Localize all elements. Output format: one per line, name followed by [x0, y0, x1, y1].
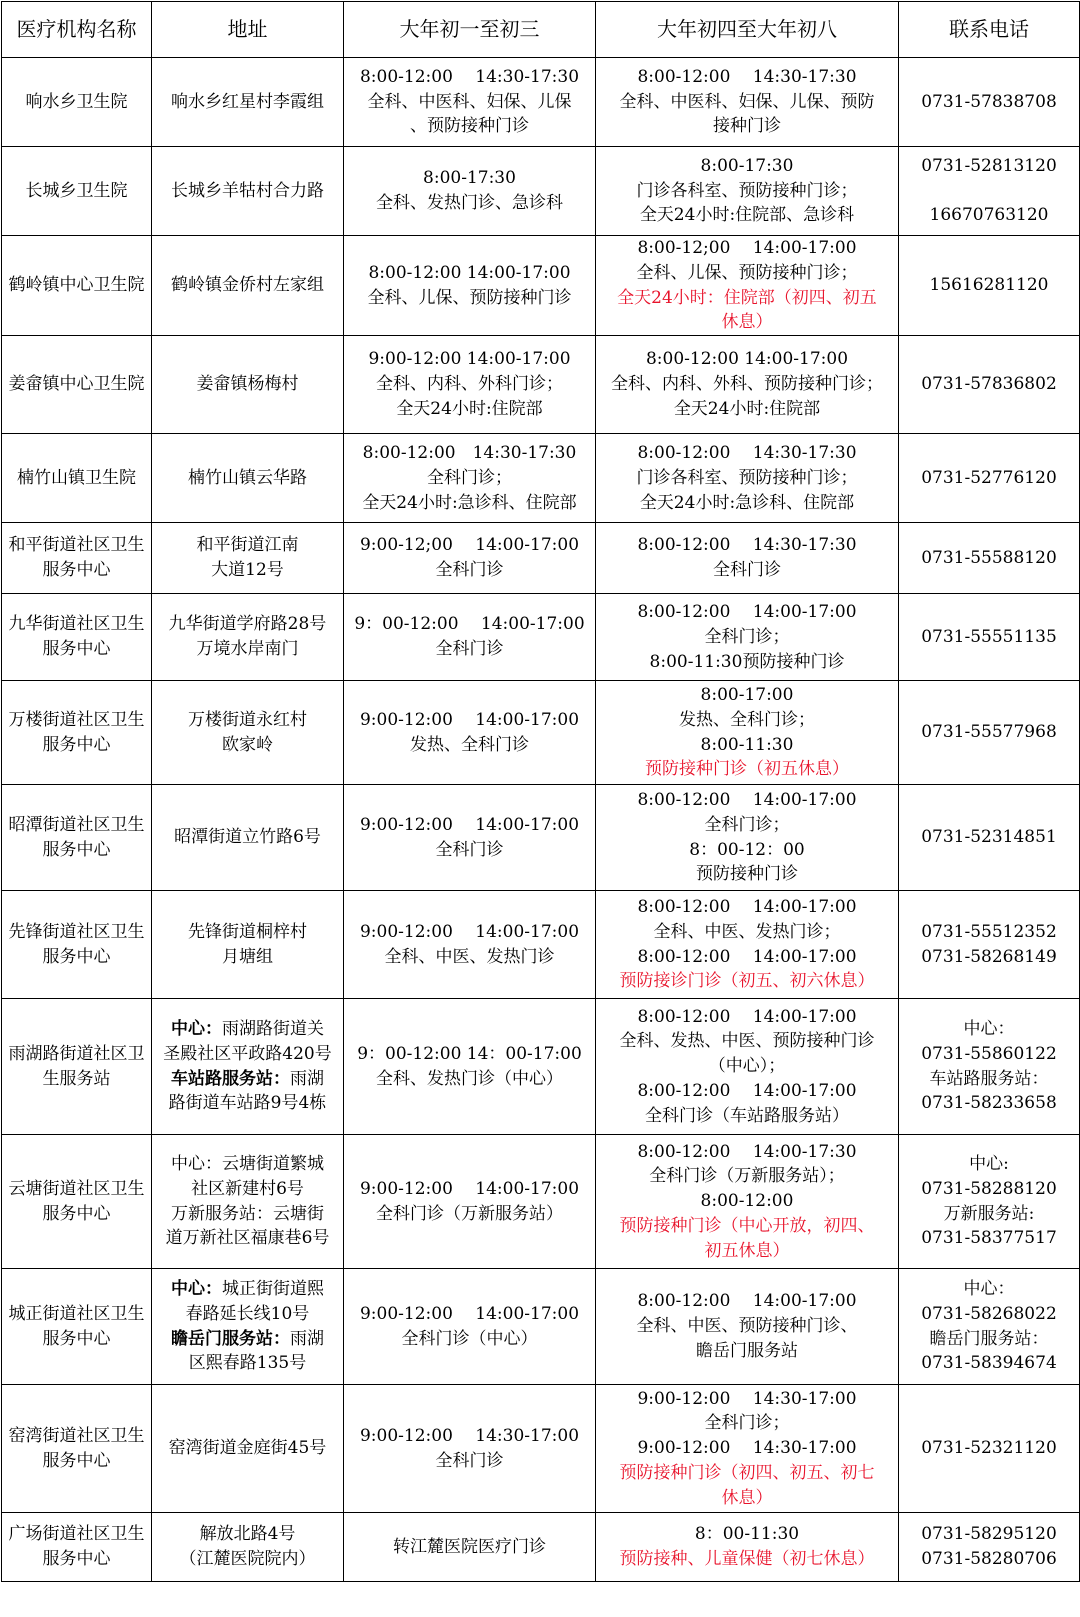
period-1-3-line: 全科门诊	[435, 1450, 504, 1471]
address-line: 万楼街道永红村	[188, 709, 307, 730]
phone-cell	[899, 999, 1080, 1135]
period-1-3-line: 全科门诊	[435, 639, 504, 660]
period-4-8-line: 8:00-12:00 14:00-17:00	[637, 790, 857, 811]
period-4-8-line: 9:00-12:00 14:30-17:00	[637, 1438, 857, 1459]
address-cell	[152, 336, 344, 434]
period-1-3-line: 9：00-12:00 14：00-17:00	[357, 1043, 582, 1064]
institution-name: 姜畲镇中心卫生院	[2, 336, 152, 434]
phone-cell	[899, 523, 1080, 594]
address-line-text: 城正街街道熙	[222, 1279, 324, 1300]
period-4-8-line: 8:00-17:00	[700, 685, 794, 706]
period-1-3-line: 9:00-12;00 14:00-17:00	[359, 535, 580, 556]
period-4-8-line: 全科、儿保、预防接种门诊；	[636, 262, 858, 283]
phone-line: 16670763120	[929, 205, 1049, 226]
address-cell	[152, 58, 344, 147]
period-1-3-line: 9:00-12:00 14:30-17:00	[359, 1425, 580, 1446]
period-4-8-line: 全科、中医、发热门诊；	[653, 921, 841, 942]
period-4-8-line: 8:00-12:00 14:00-17:00	[637, 897, 857, 918]
phone-line: 0731-52776120	[921, 467, 1057, 488]
address-line-label: 中心：	[171, 1279, 222, 1300]
period-4-8-line: 瞻岳门服务站	[696, 1341, 798, 1362]
period-1-3-cell	[344, 785, 596, 891]
table-row	[2, 785, 1080, 891]
address-cell	[152, 1513, 344, 1582]
period-1-3-cell	[344, 1135, 596, 1269]
address-cell	[152, 434, 344, 523]
institution-name: 城正街道社区卫生服务中心	[2, 1269, 152, 1385]
phone-line: 中心：	[963, 1279, 1015, 1300]
period-1-3-line: 全科、内科、外科门诊；	[376, 374, 563, 395]
address-line: 万境水岸南门	[196, 639, 299, 660]
period-4-8-line: 8:00-12;00 14:00-17:00	[637, 238, 857, 258]
phone-cell	[899, 1135, 1080, 1269]
period-4-8-line: 全科、中医、预防接种门诊、	[636, 1316, 858, 1337]
institution-name: 雨湖路街道社区卫生服务站	[2, 999, 152, 1135]
header-address: 地址	[152, 2, 344, 58]
period-1-3-line: 9:00-12:00 14:00-17:00	[359, 709, 580, 730]
period-4-8-line: 全天24小时:住院部	[673, 399, 821, 420]
address-cell	[152, 891, 344, 999]
address-cell	[152, 681, 344, 785]
phone-line: 车站路服务站：	[929, 1068, 1049, 1089]
address-cell	[152, 236, 344, 336]
address-line-label: 车站路服务站：	[171, 1068, 290, 1089]
institution-name: 响水乡卫生院	[2, 58, 152, 147]
period-4-8-line: 8：00-12：00	[689, 839, 805, 860]
period-1-3-cell	[344, 594, 596, 681]
address-line: 道万新社区福康巷6号	[165, 1228, 330, 1249]
phone-cell	[899, 1385, 1080, 1513]
period-4-8-line: 预防接诊门诊（初五、初六休息）	[619, 971, 875, 992]
phone-line	[902, 179, 1076, 204]
address-line: 春路延长线10号	[185, 1303, 310, 1324]
address-line: 姜畲镇杨梅村	[196, 374, 299, 395]
table-row	[2, 1385, 1080, 1513]
period-4-8-line: 发热、全科门诊；	[679, 709, 815, 730]
address-cell	[152, 1135, 344, 1269]
address-line: 和平街道江南	[196, 535, 299, 556]
phone-cell	[899, 681, 1080, 785]
period-1-3-line: 9:00-12:00 14:00-17:00	[368, 349, 571, 370]
address-cell	[152, 1385, 344, 1513]
period-4-8-line: 全天24小时:急诊科、住院部	[639, 492, 855, 513]
phone-line: 瞻岳门服务站：	[929, 1328, 1049, 1349]
period-1-3-line: 全科、发热门诊（中心）	[376, 1068, 563, 1089]
institution-name: 鹤岭镇中心卫生院	[2, 236, 152, 336]
period-1-3-line: 8:00-17:30	[423, 168, 516, 189]
institution-name: 楠竹山镇卫生院	[2, 434, 152, 523]
period-4-8-line: 初五休息）	[704, 1240, 790, 1261]
address-cell	[152, 147, 344, 236]
period-1-3-line: 转江麓医院医疗门诊	[393, 1536, 546, 1557]
period-4-8-cell	[596, 1513, 899, 1582]
period-1-3-line: 9:00-12:00 14:00-17:00	[359, 1303, 580, 1324]
period-4-8-cell	[596, 1269, 899, 1385]
table-row	[2, 594, 1080, 681]
period-4-8-line: 全天24小时:住院部、急诊科	[639, 205, 855, 226]
period-4-8-cell	[596, 147, 899, 236]
table-row	[2, 336, 1080, 434]
period-4-8-line: 全科门诊；	[704, 626, 790, 647]
phone-cell	[899, 1269, 1080, 1385]
phone-line: 0731-58288120	[921, 1178, 1057, 1199]
period-4-8-line: 8:00-11:30	[700, 734, 794, 755]
period-1-3-line: 全科门诊	[435, 560, 504, 581]
period-1-3-line: 发热、全科门诊	[410, 734, 529, 755]
period-1-3-line: 全科、发热门诊、急诊科	[376, 193, 563, 213]
phone-line: 0731-57836802	[921, 374, 1057, 395]
phone-cell	[899, 785, 1080, 891]
address-line: 路街道车站路9号4栋	[168, 1093, 327, 1114]
phone-line: 0731-58268149	[921, 946, 1057, 967]
period-4-8-line: 预防接种门诊（初五休息）	[645, 759, 849, 780]
table-row	[2, 1513, 1080, 1582]
period-4-8-line: 预防接种门诊（中心开放，初四、	[619, 1216, 875, 1237]
period-4-8-line: 8:00-12:00 14:00-17:30	[637, 1141, 857, 1162]
clinic-schedule-table	[1, 1, 1080, 1582]
address-line: （江麓医院院内）	[179, 1549, 316, 1570]
address-cell	[152, 594, 344, 681]
period-1-3-line: 8:00-12:00 14:00-17:00	[368, 262, 571, 283]
period-4-8-line: 8:00-11:30预防接种门诊	[649, 651, 845, 672]
period-1-3-cell	[344, 681, 596, 785]
phone-cell	[899, 236, 1080, 336]
header-period-4-8: 大年初四至大年初八	[596, 2, 899, 58]
period-4-8-line: 门诊各科室、预防接种门诊；	[636, 180, 858, 201]
address-line: 长城乡羊牯村合力路	[171, 180, 324, 201]
period-4-8-line: 8:00-12:00 14:00-17:00	[637, 1291, 857, 1312]
period-1-3-line: 9:00-12:00 14:00-17:00	[359, 814, 580, 835]
period-1-3-cell	[344, 236, 596, 336]
period-4-8-line: 休息）	[721, 1487, 773, 1508]
period-4-8-cell	[596, 236, 899, 336]
period-1-3-cell	[344, 336, 596, 434]
table-row	[2, 681, 1080, 785]
period-4-8-cell	[596, 891, 899, 999]
institution-name: 广场街道社区卫生服务中心	[2, 1513, 152, 1582]
period-4-8-line: 8:00-17:30	[700, 155, 794, 176]
address-line: 窑湾街道金庭街45号	[168, 1438, 327, 1459]
period-4-8-line: 全科门诊；	[704, 814, 790, 835]
institution-name: 先锋街道社区卫生服务中心	[2, 891, 152, 999]
institution-name: 和平街道社区卫生服务中心	[2, 523, 152, 594]
phone-line: 中心:	[969, 1154, 1009, 1175]
phone-line: 0731-58295120	[921, 1524, 1057, 1545]
period-1-3-cell	[344, 1385, 596, 1513]
address-line: 解放北路4号	[199, 1524, 296, 1545]
address-line-label: 中心：	[171, 1019, 222, 1040]
phone-line: 0731-55512352	[921, 921, 1057, 942]
period-4-8-line: 全科、发热、中医、预防接种门诊	[619, 1031, 875, 1052]
address-cell	[152, 1269, 344, 1385]
table-row	[2, 523, 1080, 594]
table-row	[2, 891, 1080, 999]
period-4-8-line: 门诊各科室、预防接种门诊；	[636, 467, 858, 488]
address-line: 先锋街道桐梓村	[188, 921, 307, 942]
phone-cell	[899, 594, 1080, 681]
address-line: 区熙春路135号	[188, 1353, 307, 1374]
phone-line: 0731-55860122	[921, 1043, 1057, 1064]
period-1-3-line: 全科、中医、发热门诊	[384, 946, 555, 967]
header-phone: 联系电话	[899, 2, 1080, 58]
phone-line: 0731-58233658	[921, 1093, 1057, 1114]
period-4-8-cell	[596, 336, 899, 434]
address-cell	[152, 785, 344, 891]
period-4-8-line: 8:00-12:00 14:00-17:00	[637, 946, 857, 967]
address-line: 昭潭街道立竹路6号	[174, 827, 321, 848]
period-4-8-line: 8:00-12:00 14:00-17:00	[637, 1006, 857, 1027]
period-4-8-line: 全科、中医科、妇保、儿保、预防	[619, 91, 875, 112]
phone-line: 0731-58394674	[921, 1353, 1057, 1374]
phone-line: 0731-58377517	[921, 1228, 1057, 1249]
phone-cell	[899, 336, 1080, 434]
period-4-8-line: 预防接种、儿童保健（初七休息）	[619, 1549, 875, 1570]
period-4-8-cell	[596, 785, 899, 891]
period-4-8-line: 接种门诊	[713, 116, 781, 137]
phone-line: 0731-55588120	[921, 547, 1057, 568]
phone-cell	[899, 891, 1080, 999]
period-4-8-cell	[596, 523, 899, 594]
address-line	[155, 1067, 340, 1092]
period-1-3-line: 9:00-12:00 14:00-17:00	[359, 1178, 580, 1199]
period-4-8-line: 8:00-12:00 14:00-17:00	[637, 1081, 857, 1102]
period-1-3-line: 全科门诊（万新服务站）	[376, 1203, 563, 1224]
period-4-8-cell	[596, 1385, 899, 1513]
period-1-3-line: 8:00-12:00 14:30-17:30	[362, 442, 577, 463]
address-line-text: 雨湖路街道关	[222, 1019, 324, 1040]
period-4-8-line: 全科、内科、外科、预防接种门诊；	[611, 374, 883, 395]
phone-line: 万新服务站:	[943, 1203, 1035, 1224]
period-4-8-line: 预防接种门诊	[696, 864, 798, 885]
address-line: 中心：云塘街道繁城	[171, 1154, 324, 1175]
phone-cell	[899, 147, 1080, 236]
period-1-3-cell	[344, 434, 596, 523]
period-4-8-line: 8:00-12:00 14:00-17:00	[637, 601, 857, 622]
institution-name: 九华街道社区卫生服务中心	[2, 594, 152, 681]
period-1-3-cell	[344, 1513, 596, 1582]
period-1-3-cell	[344, 523, 596, 594]
address-line: 楠竹山镇云华路	[188, 467, 307, 488]
period-4-8-line: 8:00-12:00 14:30-17:30	[637, 66, 857, 87]
period-4-8-line: （中心）；	[708, 1056, 786, 1077]
address-line: 鹤岭镇金侨村左家组	[171, 275, 324, 296]
period-1-3-line: 全天24小时:急诊科、住院部	[362, 492, 577, 513]
institution-name: 长城乡卫生院	[2, 147, 152, 236]
table-row	[2, 1269, 1080, 1385]
period-1-3-cell	[344, 58, 596, 147]
period-1-3-line: 全科、儿保、预防接种门诊	[367, 287, 572, 308]
period-1-3-line: 全科门诊	[435, 839, 504, 860]
institution-name: 昭潭街道社区卫生服务中心	[2, 785, 152, 891]
period-1-3-line: 全天24小时:住院部	[396, 399, 543, 420]
period-4-8-line: 8：00-11:30	[694, 1524, 800, 1545]
phone-cell	[899, 58, 1080, 147]
period-1-3-cell	[344, 147, 596, 236]
period-1-3-cell	[344, 999, 596, 1135]
period-1-3-line: 9：00-12:00 14:00-17:00	[354, 614, 585, 635]
period-1-3-cell	[344, 891, 596, 999]
period-4-8-line: 预防接种门诊（初四、初五、初七	[619, 1463, 875, 1484]
period-4-8-line: 8:00-12:00 14:00-17:00	[645, 349, 849, 370]
address-line	[155, 1277, 340, 1302]
phone-line: 0731-58268022	[921, 1303, 1057, 1324]
institution-name: 窑湾街道社区卫生服务中心	[2, 1385, 152, 1513]
period-1-3-line: 9:00-12:00 14:00-17:00	[359, 921, 580, 942]
period-4-8-line: 全科门诊；	[704, 1413, 790, 1434]
address-line: 圣殿社区平政路420号	[163, 1043, 332, 1064]
address-line: 九华街道学府路28号	[168, 614, 327, 635]
phone-cell	[899, 1513, 1080, 1582]
period-4-8-line: 8:00-12:00 14:30-17:30	[637, 535, 857, 556]
table-row	[2, 434, 1080, 523]
address-line: 万新服务站：云塘街	[171, 1203, 324, 1224]
address-line	[155, 1017, 340, 1042]
period-4-8-line: 8:00-12:00	[700, 1191, 794, 1212]
period-4-8-line: 全科门诊	[713, 560, 781, 581]
header-institution-name: 医疗机构名称	[2, 2, 152, 58]
period-4-8-line: 9:00-12:00 14:30-17:00	[637, 1388, 857, 1409]
phone-line: 15616281120	[929, 275, 1049, 296]
phone-line: 0731-52321120	[921, 1438, 1057, 1459]
address-cell	[152, 999, 344, 1135]
institution-name: 万楼街道社区卫生服务中心	[2, 681, 152, 785]
address-line-text: 雨湖	[290, 1328, 324, 1349]
period-1-3-line: 全科门诊；	[427, 467, 512, 488]
period-4-8-line: 8:00-12:00 14:30-17:30	[637, 442, 857, 463]
period-4-8-cell	[596, 999, 899, 1135]
table-row	[2, 999, 1080, 1135]
address-line-text: 雨湖	[290, 1068, 324, 1089]
address-line	[155, 1327, 340, 1352]
phone-cell	[899, 434, 1080, 523]
period-4-8-line: 全科门诊（车站路服务站）	[645, 1105, 849, 1126]
phone-line: 0731-58280706	[921, 1549, 1057, 1570]
address-line: 社区新建村6号	[191, 1178, 304, 1199]
period-4-8-line: 全科门诊（万新服务站）；	[649, 1166, 845, 1187]
phone-line: 0731-57838708	[921, 91, 1057, 112]
period-1-3-line: 全科门诊（中心）	[401, 1328, 538, 1349]
period-4-8-cell	[596, 434, 899, 523]
period-4-8-line: 全天24小时：住院部（初四、初五	[617, 287, 877, 308]
period-4-8-cell	[596, 58, 899, 147]
period-1-3-line: 全科、中医科、妇保、儿保	[367, 91, 572, 112]
phone-line: 中心：	[963, 1019, 1015, 1040]
period-1-3-line: 8:00-12:00 14:30-17:30	[359, 66, 580, 87]
address-line: 月塘组	[222, 946, 273, 967]
phone-line: 0731-52314851	[921, 827, 1057, 848]
table-row	[2, 147, 1080, 236]
table-row	[2, 1135, 1080, 1269]
address-line: 大道12号	[211, 560, 284, 581]
period-1-3-cell	[344, 1269, 596, 1385]
header-row	[2, 2, 1080, 58]
header-period-1-3: 大年初一至初三	[344, 2, 596, 58]
phone-line: 0731-52813120	[921, 155, 1057, 176]
phone-line: 0731-55577968	[921, 722, 1057, 743]
table-row	[2, 236, 1080, 336]
phone-line: 0731-55551135	[921, 626, 1057, 647]
period-4-8-cell	[596, 594, 899, 681]
period-4-8-cell	[596, 1135, 899, 1269]
table-row	[2, 58, 1080, 147]
address-line: 欧家岭	[222, 734, 273, 755]
address-line-label: 瞻岳门服务站：	[171, 1328, 290, 1349]
period-1-3-line: 、预防接种门诊	[410, 116, 529, 137]
period-4-8-cell	[596, 681, 899, 785]
address-line: 响水乡红星村李霞组	[171, 91, 324, 112]
address-cell	[152, 523, 344, 594]
period-4-8-line: 休息）	[721, 312, 773, 333]
institution-name: 云塘街道社区卫生服务中心	[2, 1135, 152, 1269]
